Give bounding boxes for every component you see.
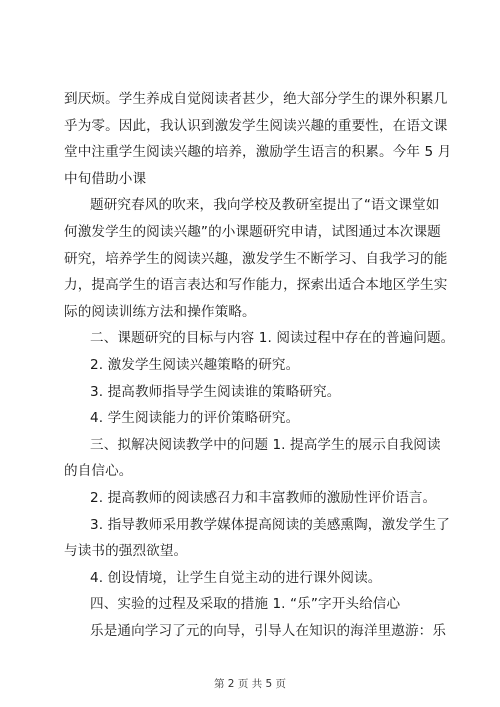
section-heading: 三、拟解决阅读教学中的问题 1. 提高学生的展示自我阅读: [90, 436, 441, 453]
list-item: 3. 指导教师采用教学媒体提高阅读的美感熏陶，激发学生了: [90, 516, 450, 533]
text-line: 研究，培养学生的阅读兴趣，激发学生不断学习、自我学习的能: [64, 250, 448, 267]
text-line: 力，提高学生的语言表达和写作能力，探索出适合本地区学生实: [64, 277, 448, 294]
list-item: 4. 学生阅读能力的评价策略研究。: [90, 410, 300, 427]
text-line: 题研究春风的吹来，我向学校及教研室提出了“语文课堂如: [90, 197, 440, 214]
list-item: 3. 提高教师指导学生阅读谁的策略研究。: [90, 383, 341, 400]
text-line: 乎为零。因此，我认识到激发学生阅读兴趣的重要性，在语文课: [64, 117, 448, 134]
text-line: 乐是通向学习了元的向导，引导人在知识的海洋里遨游：乐: [90, 622, 447, 639]
text-line: 中旬借助小课: [64, 170, 147, 187]
text-line: 与读书的强烈欲望。: [64, 543, 188, 560]
document-body: [64, 86, 455, 644]
text-line: 堂中注重学生阅读兴趣的培养，激励学生语言的积累。今年 5 月: [64, 144, 452, 161]
page-number-footer: 第 2 页 共 5 页: [213, 678, 287, 690]
text-line: 的自信心。: [64, 463, 133, 480]
text-line: 何激发学生的阅读兴趣”的小课题研究申请，试图通过本次课题: [64, 223, 441, 240]
text-line: 到厌烦。学生养成自觉阅读者甚少，绝大部分学生的课外积累几: [64, 91, 448, 107]
text-line: 际的阅读训练方法和操作策略。: [64, 303, 256, 320]
list-item: 2. 激发学生阅读兴趣策略的研究。: [90, 356, 300, 373]
section-heading: 四、实验的过程及采取的措施 1. “乐”字开头给信心: [90, 596, 401, 613]
section-heading: 二、课题研究的目标与内容 1. 阅读过程中存在的普遍问题。: [90, 330, 455, 347]
list-item: 4. 创设情境，让学生自觉主动的进行课外阅读。: [90, 569, 382, 586]
list-item: 2. 提高教师的阅读感召力和丰富教师的激励性评价语言。: [90, 489, 437, 506]
